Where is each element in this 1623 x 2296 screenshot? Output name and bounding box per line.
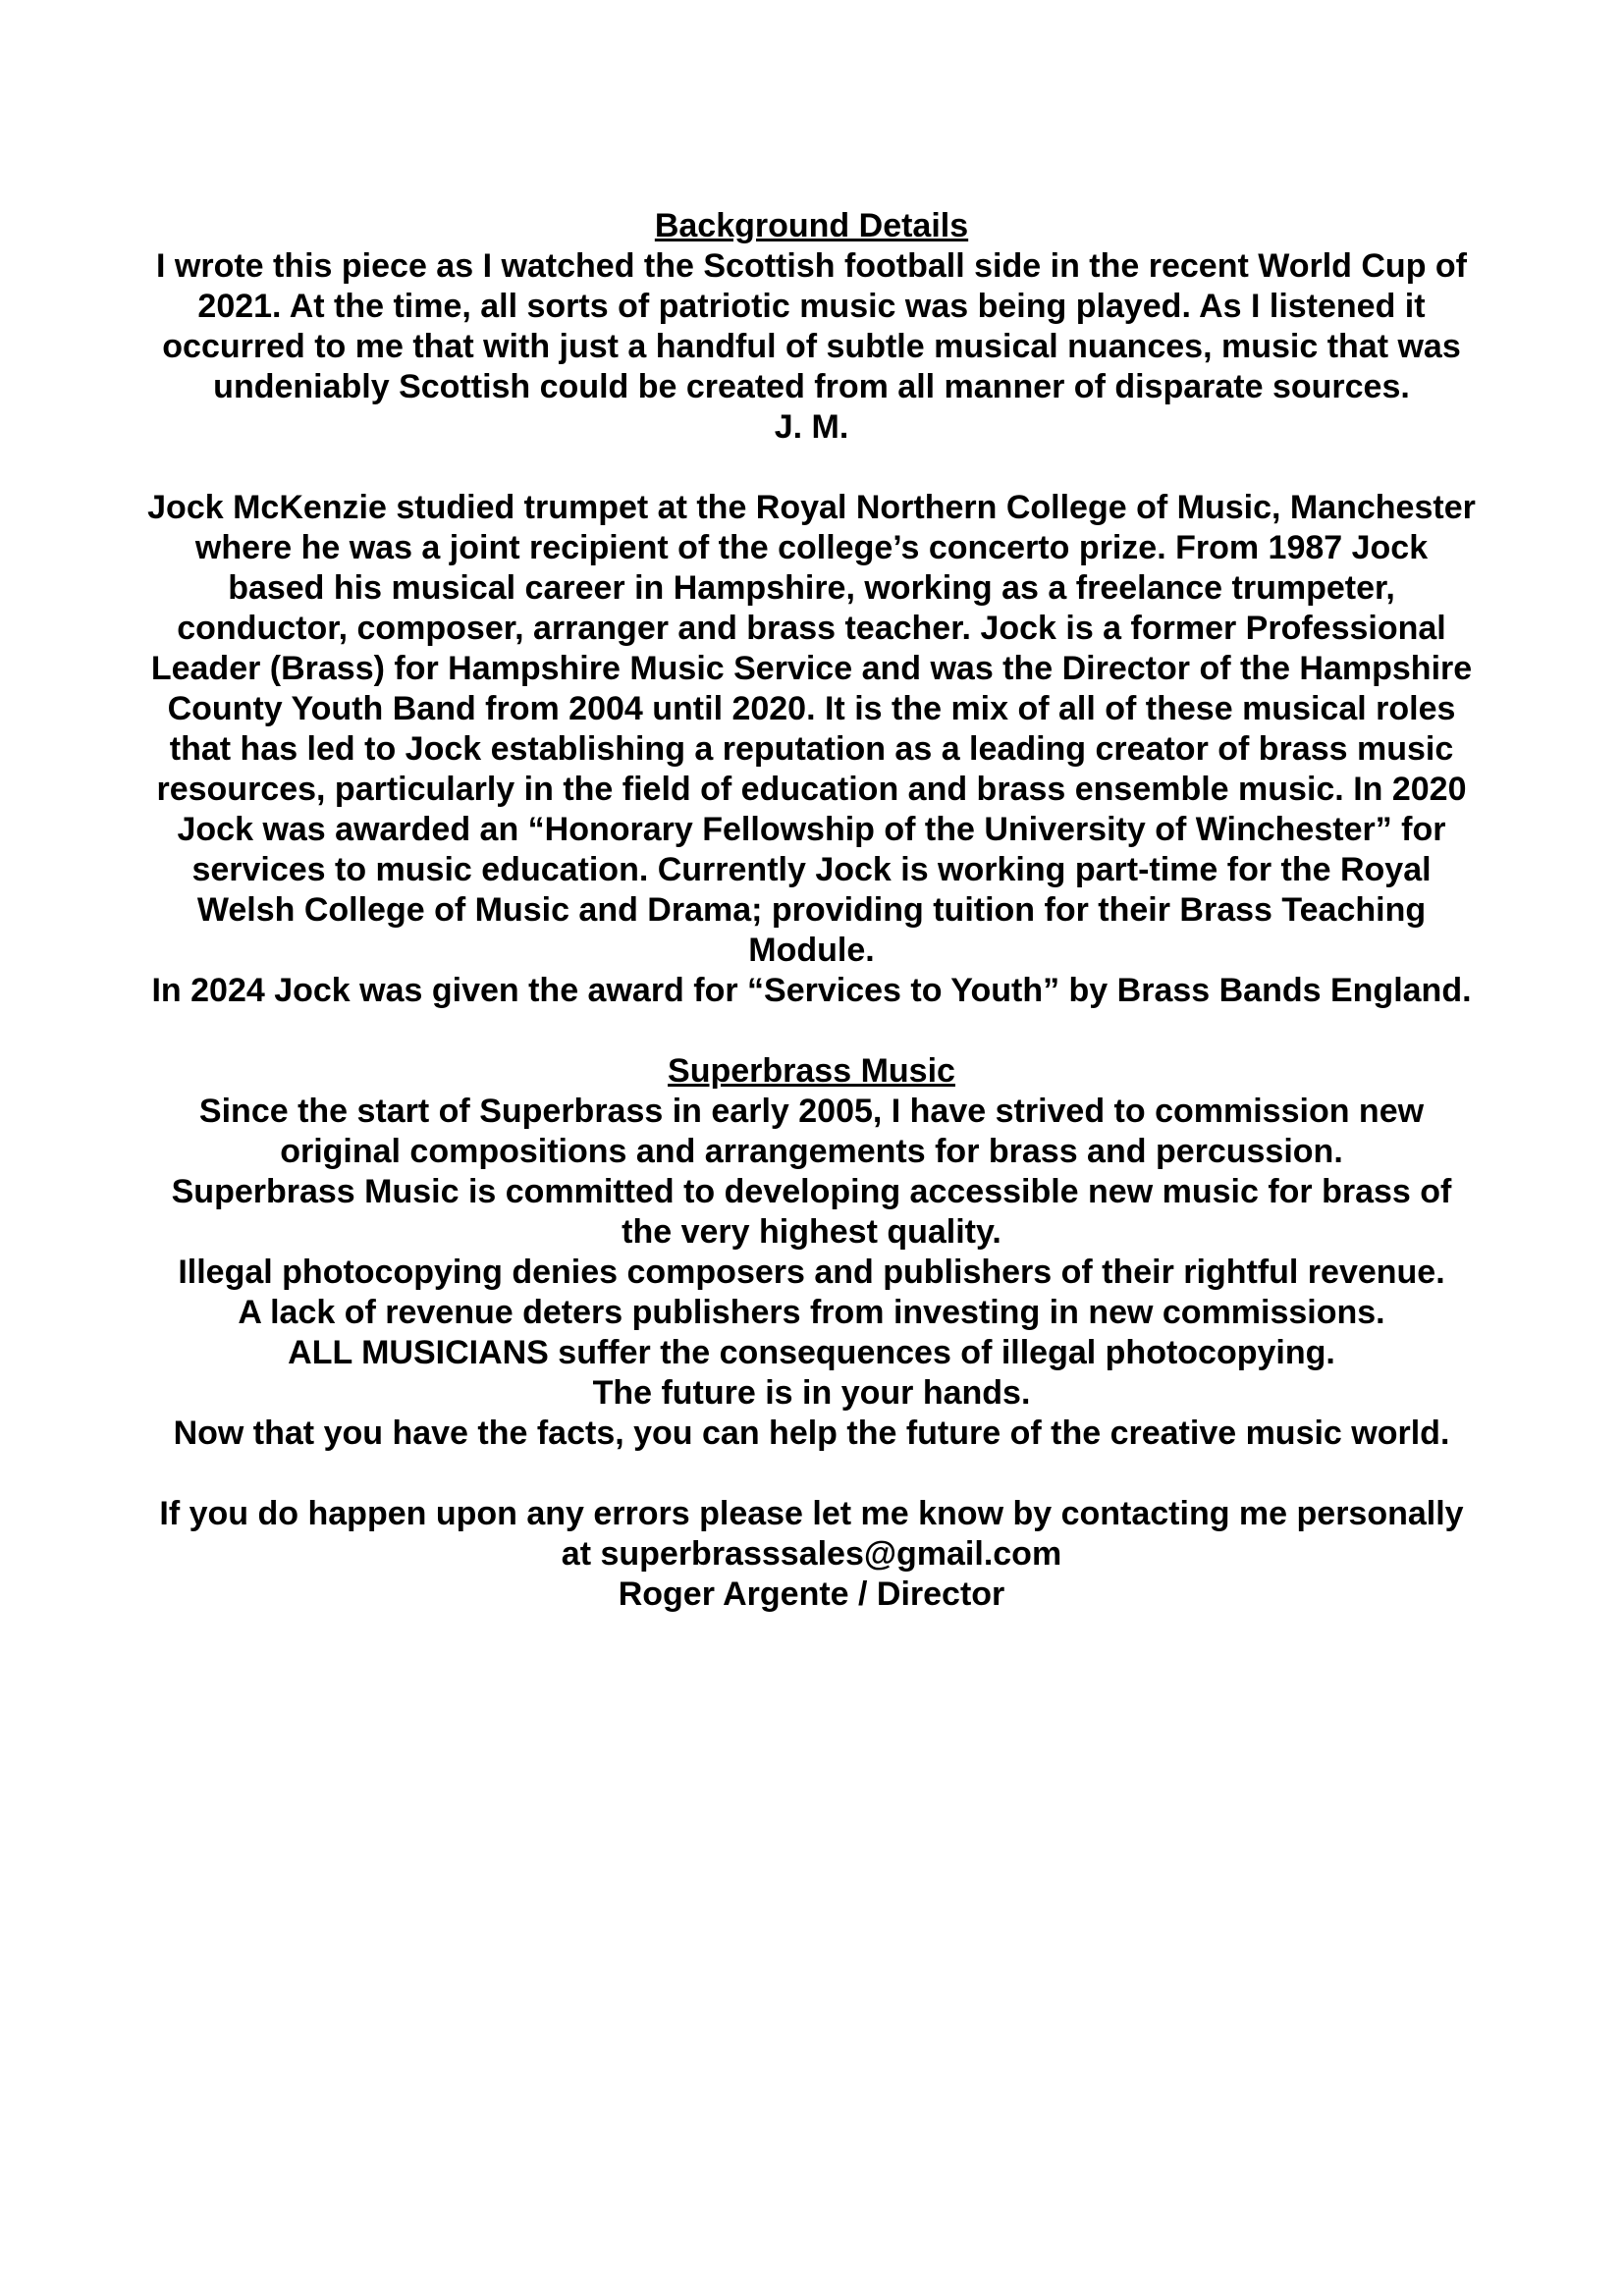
contact-section: [147, 1494, 1476, 1615]
superbrass-line: Now that you have the facts, you can help the future of the creative music world.: [173, 1415, 1450, 1452]
superbrass-line: Superbrass Music is committed to developing accessible new music for brass of the very highest quality.: [171, 1173, 1452, 1251]
superbrass-heading: Superbrass Music: [668, 1052, 955, 1090]
contact-signature: Roger Argente / Director: [618, 1575, 1005, 1613]
superbrass-line: Since the start of Superbrass in early 2005, I have strived to commission new original compositions and arrangements for brass and percussion.: [198, 1093, 1425, 1170]
superbrass-line: Illegal photocopying denies composers and publishers of their rightful revenue.: [178, 1254, 1445, 1291]
biography-section: [147, 488, 1476, 1011]
contact-text: If you do happen upon any errors please let me know by contacting me personally at superbrasssales@gmail.com: [159, 1495, 1464, 1573]
background-heading: Background Details: [654, 207, 969, 244]
superbrass-line: A lack of revenue deters publishers from investing in new commissions.: [238, 1294, 1385, 1331]
superbrass-section: [147, 1051, 1476, 1454]
superbrass-line: ALL MUSICIANS suffer the consequences of illegal photocopying.: [288, 1334, 1335, 1371]
background-text: I wrote this piece as I watched the Scottish football side in the recent World Cup of 2021. At the time, all sorts of patriotic music was being played. As I listened it occurred to me that with just a handful of subtle musical nuances, music that was undeniably Scottish could be created from all manner of disparate sources.: [156, 247, 1467, 405]
spacer: [147, 1454, 1476, 1494]
spacer: [147, 1011, 1476, 1051]
spacer: [147, 448, 1476, 488]
biography-award: In 2024 Jock was given the award for “Services to Youth” by Brass Bands England.: [151, 972, 1472, 1009]
document-page: [147, 206, 1476, 1615]
background-section: [147, 206, 1476, 448]
background-signature: J. M.: [774, 408, 849, 446]
biography-text: Jock McKenzie studied trumpet at the Royal Northern College of Music, Manchester where he was a joint recipient of the college’s concerto prize. From 1987 Jock based his musical career in Hampshire, working as a freelance trumpeter, conductor, composer, arranger and brass teacher. Jock is a former Professional Leader (Brass) for Hampshire Music Service and was the Director of the Hampshire County Youth Band from 2004 until 2020. It is the mix of all of these musical roles that has led to Jock establishing a reputation as a leading creator of brass music resources, particularly in the field of education and brass ensemble music. In 2020 Jock was awarded an “Honorary Fellowship of the University of Winchester” for services to music education. Currently Jock is working part-time for the Royal Welsh College of Music and Drama; providing tuition for their Brass Teaching Module.: [147, 489, 1476, 969]
superbrass-line: The future is in your hands.: [592, 1374, 1031, 1412]
